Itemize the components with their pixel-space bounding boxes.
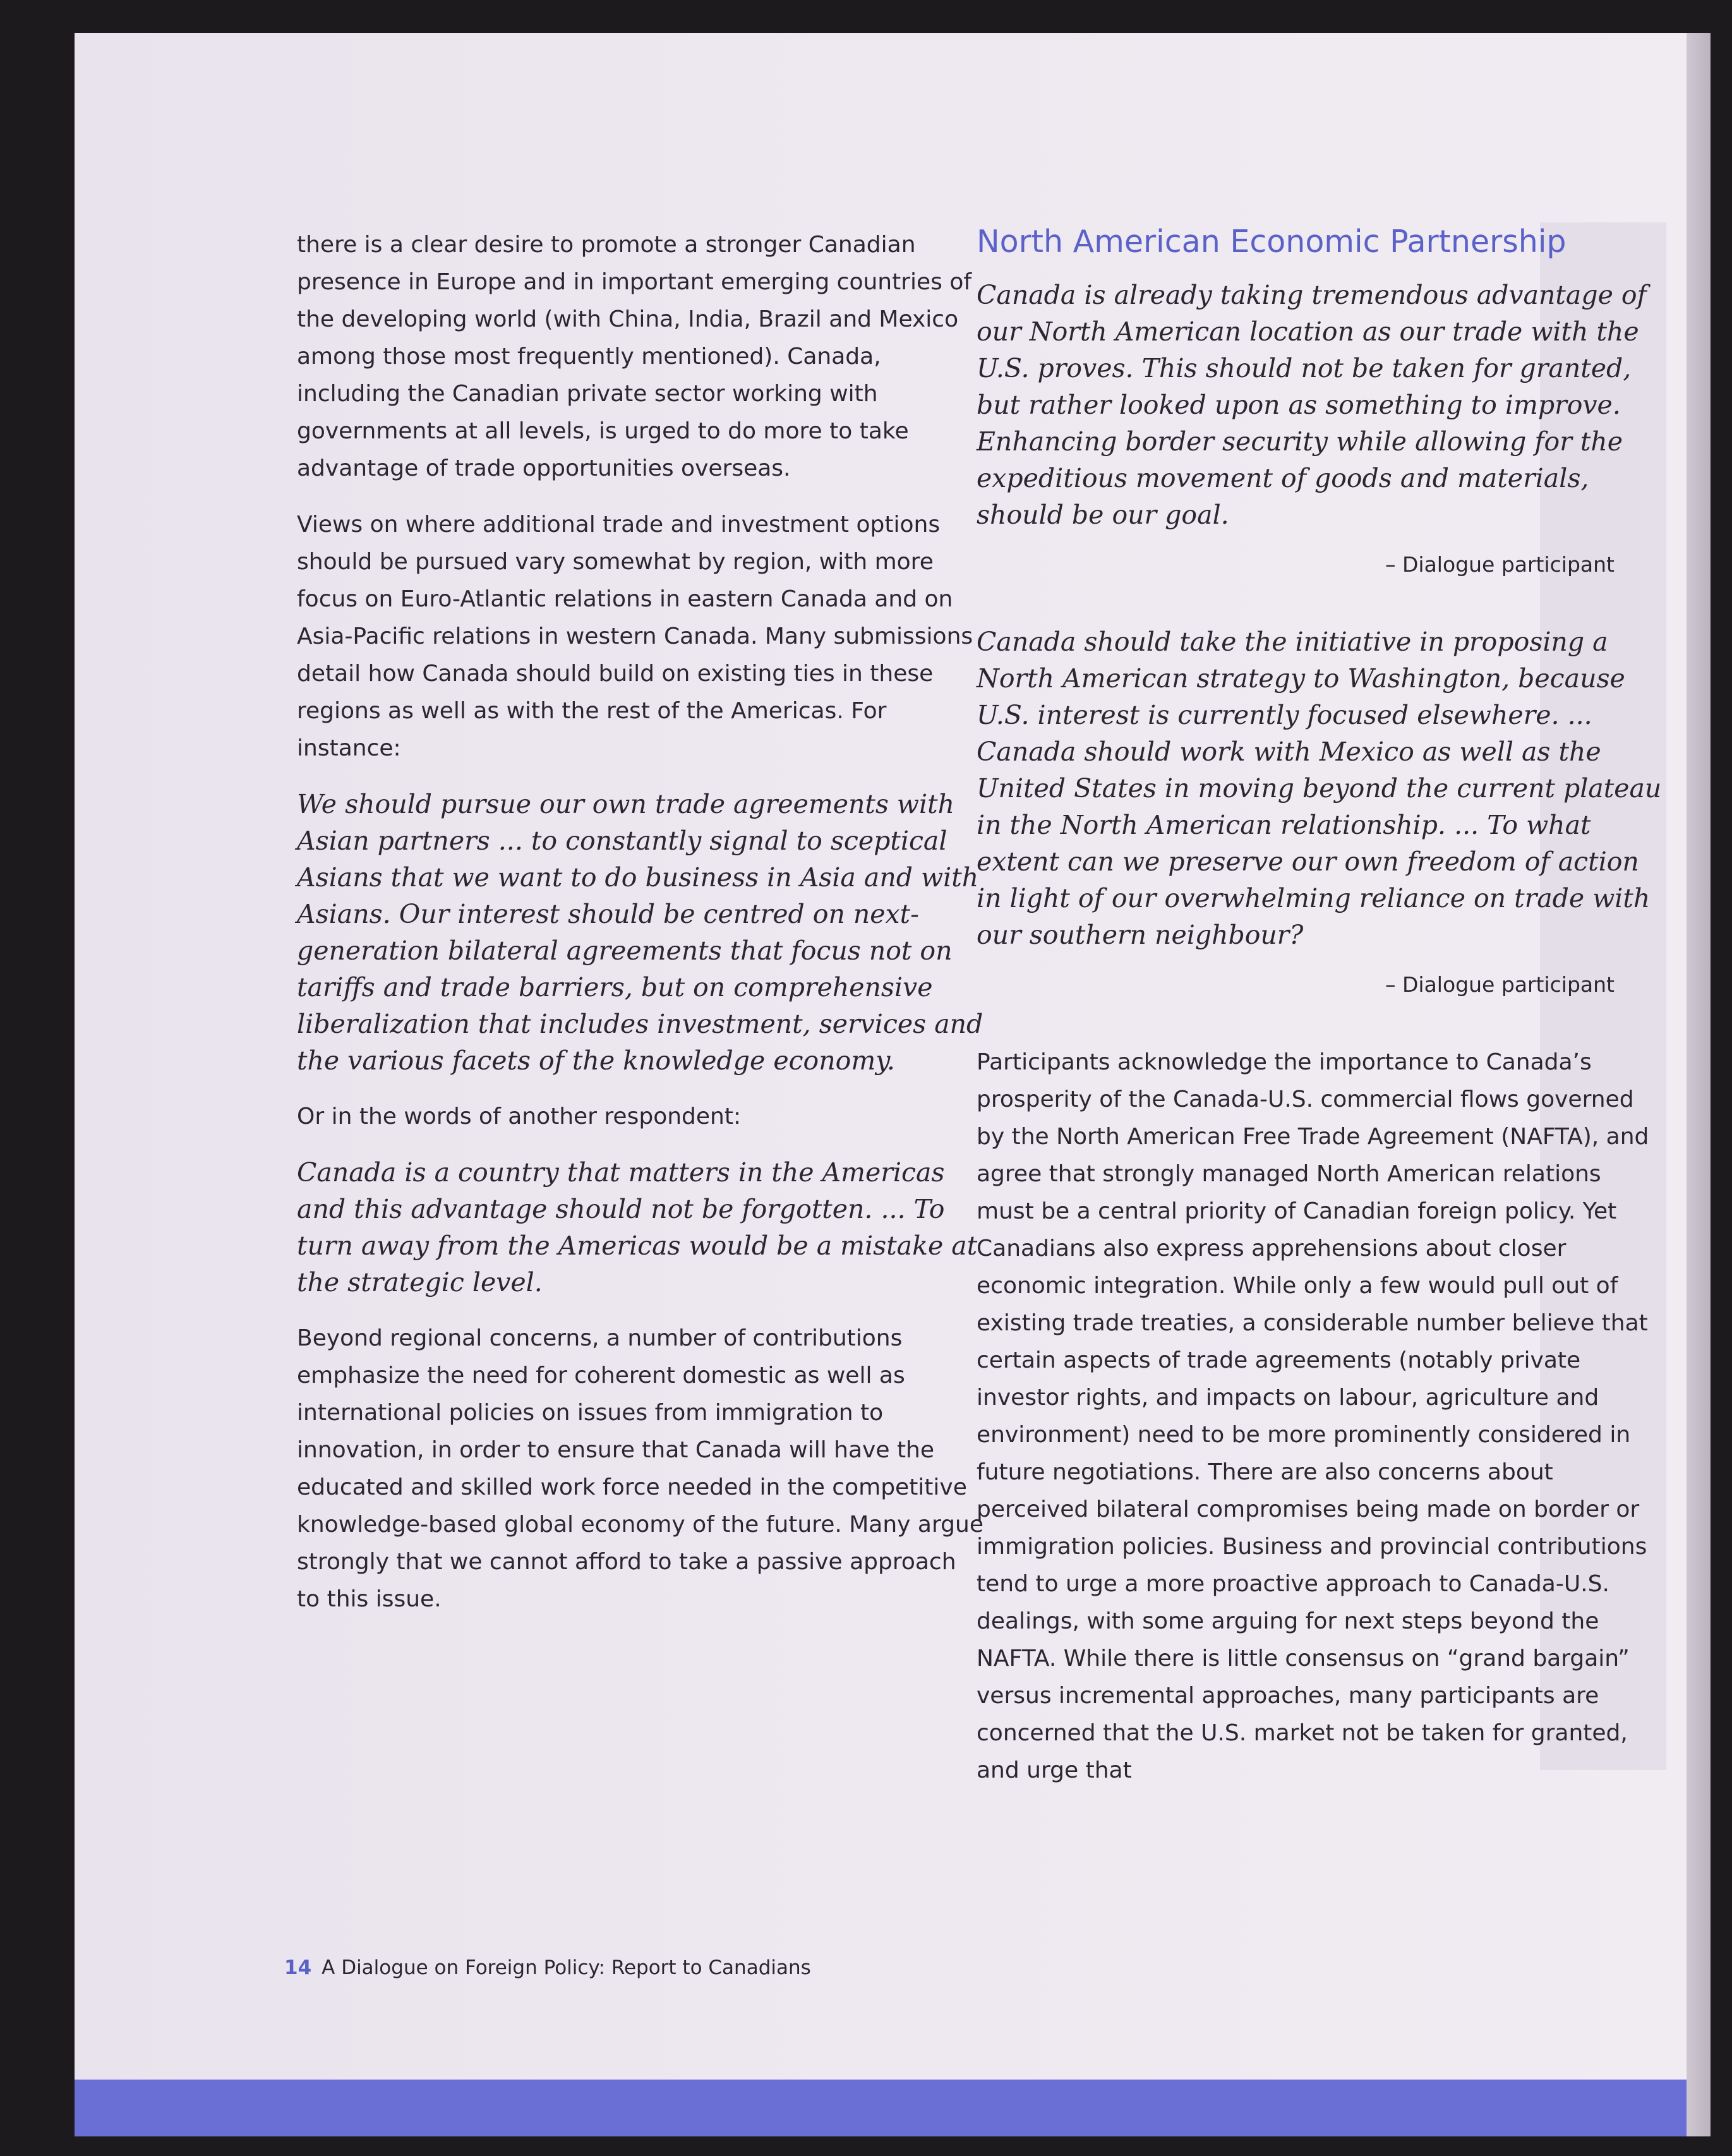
publication-title: A Dialogue on Foreign Policy: Report to Canadians <box>322 1956 811 1979</box>
section-title: North American Economic Partnership <box>977 224 1567 260</box>
bottom-color-band <box>75 2080 1687 2136</box>
body-paragraph: Views on where additional trade and investment options should be pursued vary somewhat by region, with more focus on Euro-Atlantic relations in eastern Canada and on Asia-Pacific relations in western Canada. Many submissions detail how Canada should build on existing ties in these regions as well as with the rest of the Americas. For instance: <box>297 512 973 761</box>
quote-attribution: – Dialogue participant <box>1385 972 1615 997</box>
page-number: 14 <box>284 1956 312 1979</box>
pull-quote: We should pursue our own trade agreements with Asian partners ... to constantly signal to sceptical Asians that we want to do business in Asia and with Asians. Our interest should be centred on next-generation bilateral agreements that focus not on tariffs and trade barriers, but on comprehensive liberalization that includes investment, services and the various facets of the knowledge economy. <box>297 789 983 1076</box>
pull-quote: Canada is a country that matters in the Americas and this advantage should not be forgotten. ... To turn away from the Americas would be a mistake at the strategic level. <box>297 1157 978 1298</box>
body-paragraph: Or in the words of another respondent: <box>297 1104 742 1129</box>
page-footer <box>284 1956 811 1979</box>
page-spine <box>1687 33 1711 2136</box>
left-column <box>297 226 985 1637</box>
pull-quote: Canada is already taking tremendous advantage of our North American location as our trade with the U.S. proves. This should not be taken for granted, but rather looked upon as something to improve. Enhancing border security while allowing for the expeditious movement of goods and materials, should be our goal. <box>977 280 1647 530</box>
quote-attribution: – Dialogue participant <box>1385 552 1615 577</box>
page <box>75 33 1711 2136</box>
body-paragraph: Beyond regional concerns, a number of contributions emphasize the need for coherent domestic as well as international policies on issues from immigration to innovation, in order to ensure that Canada will have the educated and skilled work force needed in the competitive knowledge-based global economy of the future. Many argue strongly that we cannot afford to take a passive approach to this issue. <box>297 1325 983 1612</box>
right-column <box>977 222 1665 1808</box>
pull-quote: Canada should take the initiative in proposing a North American strategy to Washington, because U.S. interest is currently focused elsewhere. ... Canada should work with Mexico as well as the United States in moving beyond the current plateau in the North American relationship. ... To what extent can we preserve our own freedom of action in light of our overwhelming reliance on trade with our southern neighbour? <box>977 627 1662 950</box>
body-paragraph: there is a clear desire to promote a stronger Canadian presence in Europe and in important emerging countries of the developing world (with China, India, Brazil and Mexico among those most frequently mentioned). Canada, including the Canadian private sector working with governments at all levels, is urged to do more to take advantage of trade opportunities overseas. <box>297 232 972 481</box>
body-paragraph: Participants acknowledge the importance to Canada’s prosperity of the Canada-U.S. commercial flows governed by the North American Free Trade Agreement (NAFTA), and agree that strongly managed North American relations must be a central priority of Canadian foreign policy. Yet Canadians also express apprehensions about closer economic integration. While only a few would pull out of existing trade treaties, a considerable number believe that certain aspects of trade agreements (notably private investor rights, and impacts on labour, agriculture and environment) need to be more prominently considered in future negotiations. There are also concerns about perceived bilateral compromises being made on border or immigration policies. Business and provincial contributions tend to urge a more proactive approach to Canada-U.S. dealings, with some arguing for next steps beyond the NAFTA. While there is little consensus on “grand bargain” versus incremental approaches, many participants are concerned that the U.S. market not be taken for granted, and urge that <box>977 1049 1649 1783</box>
